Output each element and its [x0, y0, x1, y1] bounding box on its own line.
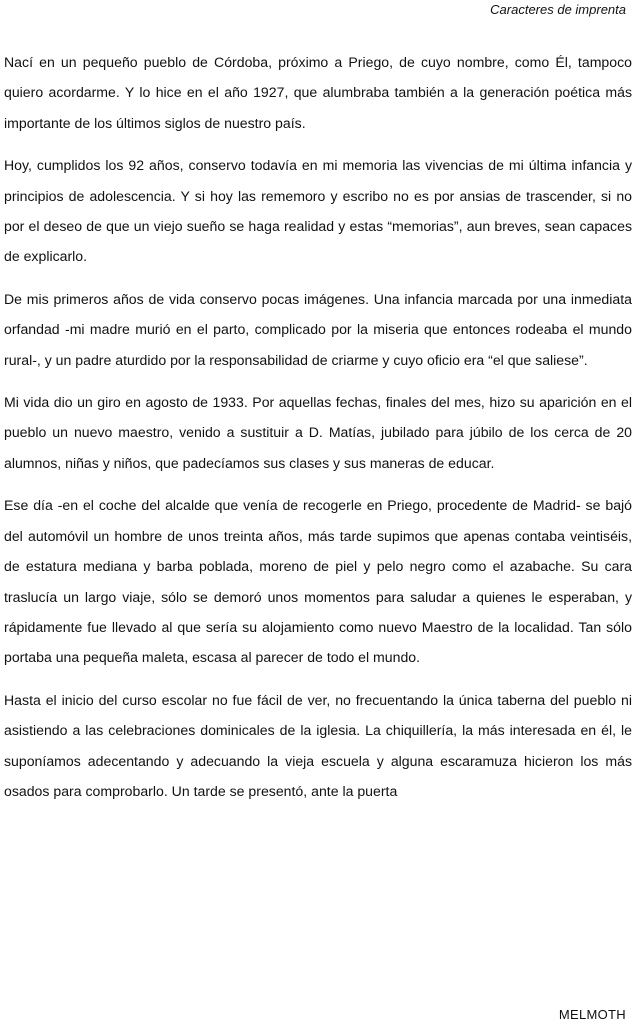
body-text [4, 47, 632, 818]
paragraph: Ese día -en el coche del alcalde que venía de recogerle en Priego, procedente de Madrid- se bajó del automóvil un hombre de unos treinta años, más tarde supimos que apenas contaba veintiséis, de estatura mediana y barba poblada, moreno de piel y pelo negro como el azabache. Su cara traslucía un largo viaje, sólo se demoró unos momentos para saludar a quienes le esperaban, y rápidamente fue llevado al que sería su alojamiento como nuevo Maestro de la localidad. Tan sólo portaba una pequeña maleta, escasa al parecer de todo el mundo. [4, 497, 632, 666]
paragraph: Nací en un pequeño pueblo de Córdoba, próximo a Priego, de cuyo nombre, como Él, tampoco quiero acordarme. Y lo hice en el año 1927, que alumbraba también a la generación poética más importante de los últimos siglos de nuestro país. [4, 54, 632, 131]
paragraph: De mis primeros años de vida conservo pocas imágenes. Una infancia marcada por una inmediata orfandad -mi madre murió en el parto, complicado por la miseria que entonces rodeaba el mundo rural-, y un padre aturdido por la responsabilidad de criarme y cuyo oficio era “el que saliese”. [4, 290, 632, 368]
paragraph: Hoy, cumplidos los 92 años, conservo todavía en mi memoria las vivencias de mi última infancia y principios de adolescencia. Y si hoy las rememoro y escribo no es por ansias de trascender, si no por el deseo de que un viejo sueño se haga realidad y estas “memorias”, aun breves, sean capaces de explicarlo. [4, 157, 632, 265]
paragraph: Hasta el inicio del curso escolar no fue fácil de ver, no frecuentando la única taberna del pueblo ni asistiendo a las celebraciones dominicales de la iglesia. La chiquillería, la más interesada en él, le suponíamos adecentando y adecuando la vieja escuela y alguna escaramuza hicieron los más osados para comprobarlo. Un tarde se presentó, ante la puerta [4, 691, 632, 799]
footer-author: MELMOTH [558, 1007, 626, 1022]
paragraph: Mi vida dio un giro en agosto de 1933. Por aquellas fechas, finales del mes, hizo su aparición en el pueblo un nuevo maestro, venido a sustituir a D. Matías, jubilado para júbilo de los cerca de 20 alumnos, niñas y niños, que padecíamos sus clases y sus maneras de educar. [4, 394, 632, 471]
running-header: Caracteres de imprenta [490, 2, 626, 17]
